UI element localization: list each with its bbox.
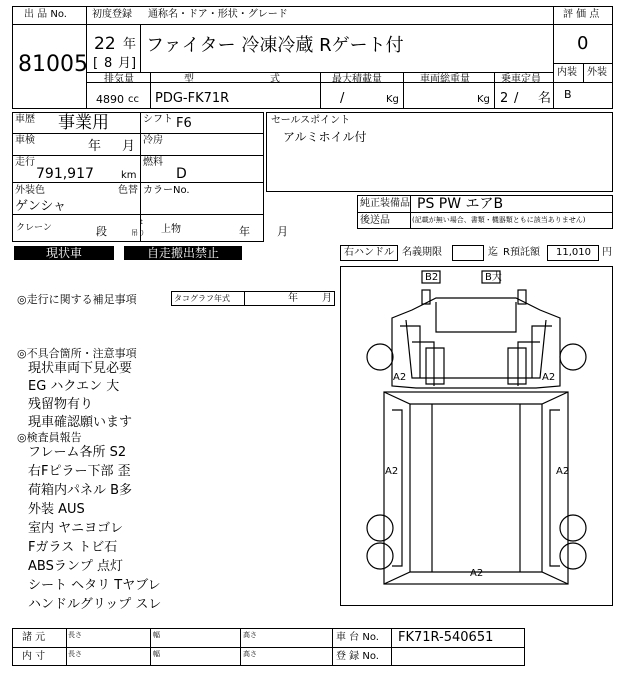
- capacity: 2: [500, 91, 509, 106]
- shift: F6: [176, 116, 192, 131]
- crane-stage: 段: [96, 225, 107, 238]
- damage-b-large: B大: [485, 272, 502, 283]
- max-load-unit: Kg: [386, 94, 399, 105]
- width-label-inner: 幅: [153, 650, 160, 658]
- inner-dims-label: 内 寸: [22, 651, 46, 662]
- selling-point: アルミホイル付: [283, 130, 367, 144]
- upper-body-year: 年: [239, 225, 250, 238]
- damage-a2-left-side: A2: [385, 466, 399, 477]
- steering: 右ハンドル: [344, 247, 394, 258]
- recycle-unit: 円: [602, 247, 612, 258]
- chassis-label: 車 台 No.: [336, 632, 379, 643]
- type-label: 型: [184, 74, 194, 85]
- defect-line: 現状車両下見必要: [28, 361, 133, 376]
- width-label: 幅: [153, 631, 160, 639]
- registration-label: 登 録 No.: [336, 651, 379, 662]
- gross-weight-unit: Kg: [477, 94, 490, 105]
- displacement-label: 排気量: [104, 74, 134, 85]
- interior-label: 内装: [557, 67, 577, 78]
- history-label: 車歴: [15, 114, 35, 125]
- equipment: PS PW エアB: [417, 196, 504, 212]
- model-code: PDG-FK71R: [155, 91, 230, 106]
- height-label: 高さ: [243, 631, 257, 639]
- damage-a2-left-front: A2: [393, 372, 407, 383]
- reg-year-unit: 年: [123, 37, 137, 52]
- recycle-value: 11,010: [556, 247, 591, 258]
- specs-label: 諸 元: [22, 632, 46, 643]
- inspector-line: シート ヘタリ Tヤブレ: [28, 578, 161, 593]
- displacement-unit: cc: [128, 94, 139, 105]
- type-label-2: 式: [270, 74, 280, 85]
- crane-ton: t: [140, 218, 143, 226]
- equipment-label: 純正装備品: [360, 198, 410, 209]
- defect-line: EG ハクエン 大: [28, 379, 120, 394]
- mileage-unit: km: [121, 170, 137, 181]
- reg-month-unit: 月: [118, 56, 132, 71]
- aircon-label: 冷房: [143, 135, 163, 146]
- inspector-line: 右Fピラー下部 歪: [28, 464, 131, 479]
- reg-month: 8: [104, 56, 113, 71]
- height-label-inner: 高さ: [243, 650, 257, 658]
- defect-line: 残留物有り: [28, 397, 94, 412]
- exterior-label: 外装: [587, 67, 607, 78]
- driving-notes-label: ◎走行に関する補足事項: [17, 293, 137, 306]
- capacity-label: 乗車定員: [501, 74, 541, 85]
- color-number-label: カラーNo.: [143, 185, 190, 196]
- length-label: 長さ: [68, 631, 82, 639]
- self-drive-prohibited-badge: 自走搬出禁止: [124, 246, 242, 260]
- max-load-slash: /: [340, 91, 345, 106]
- crane-lift: 吊り: [131, 229, 145, 237]
- recycle-label: R預託額: [503, 247, 540, 258]
- fuel-label: 燃料: [143, 157, 163, 168]
- selling-point-label: セールスポイント: [271, 115, 351, 126]
- inspector-line: Fガラス トビ石: [28, 540, 118, 555]
- damage-a2-rear: A2: [470, 568, 484, 579]
- max-load-label: 最大積載量: [332, 74, 382, 85]
- history: 事業用: [58, 113, 109, 133]
- damage-a2-right-side: A2: [556, 466, 570, 477]
- retrofit-note: (記載が無い場合、書類・機器類ともに該当ありません): [412, 216, 586, 224]
- inspector-line: 外装 AUS: [28, 502, 85, 517]
- overall-score: 0: [577, 33, 589, 54]
- inspector-line: ABSランプ 点灯: [28, 559, 123, 574]
- lot-number: 81005: [18, 52, 88, 77]
- model-name: ファイター 冷凍冷蔵 Rゲート付: [146, 35, 404, 56]
- color-change-label: 色替: [118, 185, 138, 196]
- lot-number-label: 出 品 No.: [24, 9, 67, 20]
- mileage-label: 走行: [15, 157, 35, 168]
- damage-b2: B2: [425, 272, 439, 283]
- mileage: 791,917: [36, 166, 94, 182]
- inspector-line: 荷箱内パネル B多: [28, 483, 133, 498]
- crane-label: クレーン: [16, 223, 52, 233]
- length-label-inner: 長さ: [68, 650, 82, 658]
- inspector-line: 室内 ヤニヨゴレ: [28, 521, 124, 536]
- inspection-month-unit: 月: [122, 139, 136, 154]
- upper-body-label: 上物: [161, 224, 181, 235]
- retrofit-label: 後送品: [360, 215, 390, 226]
- fuel: D: [176, 166, 187, 182]
- displacement: 4890: [96, 93, 124, 106]
- defects-label: ◎不具合箇所・注意事項: [17, 347, 137, 360]
- damage-a2-right-front: A2: [542, 372, 556, 383]
- rating-label: 評 価 点: [563, 9, 600, 20]
- defect-line: 現車確認願います: [28, 415, 133, 430]
- as-is-badge: 現状車: [14, 246, 114, 260]
- chassis-number: FK71R-540651: [398, 630, 494, 645]
- name-change-label: 名義期限: [402, 247, 442, 258]
- name-change-suffix: 迄: [488, 247, 498, 258]
- interior-score: B: [564, 88, 572, 101]
- exterior-color-label: 外装色: [15, 185, 45, 196]
- reg-year: 22: [94, 34, 116, 54]
- exterior-color: ゲンシャ: [15, 199, 67, 214]
- inspector-line: フレーム各所 S2: [28, 445, 127, 460]
- gross-weight-label: 車両総重量: [420, 74, 470, 85]
- shift-label: シフト: [143, 114, 173, 125]
- tacho-label: タコグラフ年式: [174, 294, 230, 303]
- inspection-label: 車検: [15, 135, 35, 146]
- model-grade-label: 通称名・ドア・形状・グレード: [148, 9, 288, 20]
- tacho-month: 月: [322, 293, 332, 304]
- capacity-unit: 名: [538, 91, 552, 106]
- first-registration-label: 初度登録: [92, 9, 132, 20]
- truck-diagram: [340, 266, 613, 606]
- inspection-year-unit: 年: [88, 139, 102, 154]
- upper-body-month: 月: [277, 225, 288, 238]
- capacity-slash: /: [514, 91, 519, 106]
- inspector-line: ハンドルグリップ スレ: [28, 597, 162, 612]
- tacho-year: 年: [288, 293, 298, 304]
- inspector-report-label: ◎検査員報告: [17, 431, 82, 444]
